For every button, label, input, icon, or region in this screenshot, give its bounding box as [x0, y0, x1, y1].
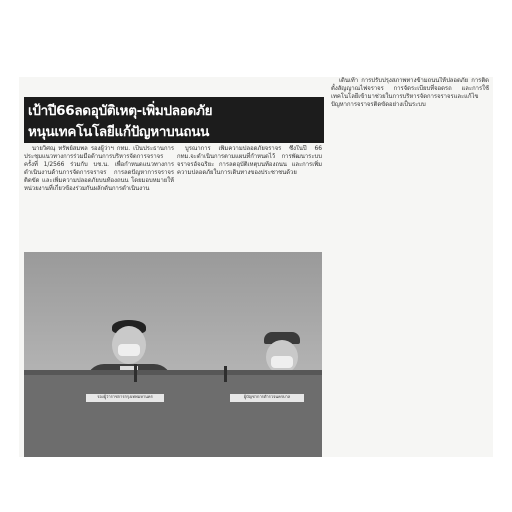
conference-table	[24, 370, 322, 457]
column-1-text: นายวิศณุ ทรัพย์สมพล รองผู้ว่าฯ กทม. เป็นประธานการประชุมแนวทางการร่วมมือด้านการบริหารจัดการจราจร ครั้งที่ 1/2566 ร่วมกับ บช.น. เพื่อกำหนดแนวทางการดำเนินงานด้านการจัดการจราจร การลดปัญหาการจราจรติดขัด และเพิ่มความปลอดภัยบนท้องถนน โดยมอบหมายให้หน่วยงานที่เกี่ยวข้องร่วมกันผลักดันการดำเนินงาน	[24, 146, 174, 193]
column-2-text: บูรณาการ เพิ่มความปลอดภัยจราจร ซึ่งในปี 66 กทม.จะดำเนินการตามแผนที่กำหนดไว้ การพัฒนาระบบจราจรอัจฉริยะ การลดอุบัติเหตุบนท้องถนน และการเพิ่มความปลอดภัยในการเดินทางของประชาชนด้วย	[177, 146, 322, 177]
nameplate-right: ผู้บัญชาการตำรวจนครบาล	[230, 394, 304, 402]
column-3-text: เดินเท้า การปรับปรุงสภาพทางข้ามถนนให้ปลอดภัย การติดตั้งสัญญาณไฟจราจร การจัดระเบียบที่จอดรถ และการใช้เทคโนโลยีเข้ามาช่วยในการบริหารจัดการจราจรและแก้ไขปัญหาการจราจรติดขัดอย่างเป็นระบบ	[331, 78, 489, 109]
nameplate-left: รองผู้ว่าราชการกรุงเทพมหานคร	[86, 394, 164, 402]
article-column-2	[177, 145, 322, 247]
headline-box	[24, 97, 324, 143]
article-column-1	[24, 145, 174, 247]
article-column-3	[331, 77, 489, 457]
meeting-photo	[24, 252, 322, 457]
headline-line-2: หนุนเทคโนโลยีแก้ปัญหาบนถนน	[28, 124, 210, 140]
headline-line-1: เป้าปี66ลดอุบัติเหตุ-เพิ่มปลอดภัย	[28, 103, 213, 119]
newspaper-clipping	[19, 77, 493, 457]
